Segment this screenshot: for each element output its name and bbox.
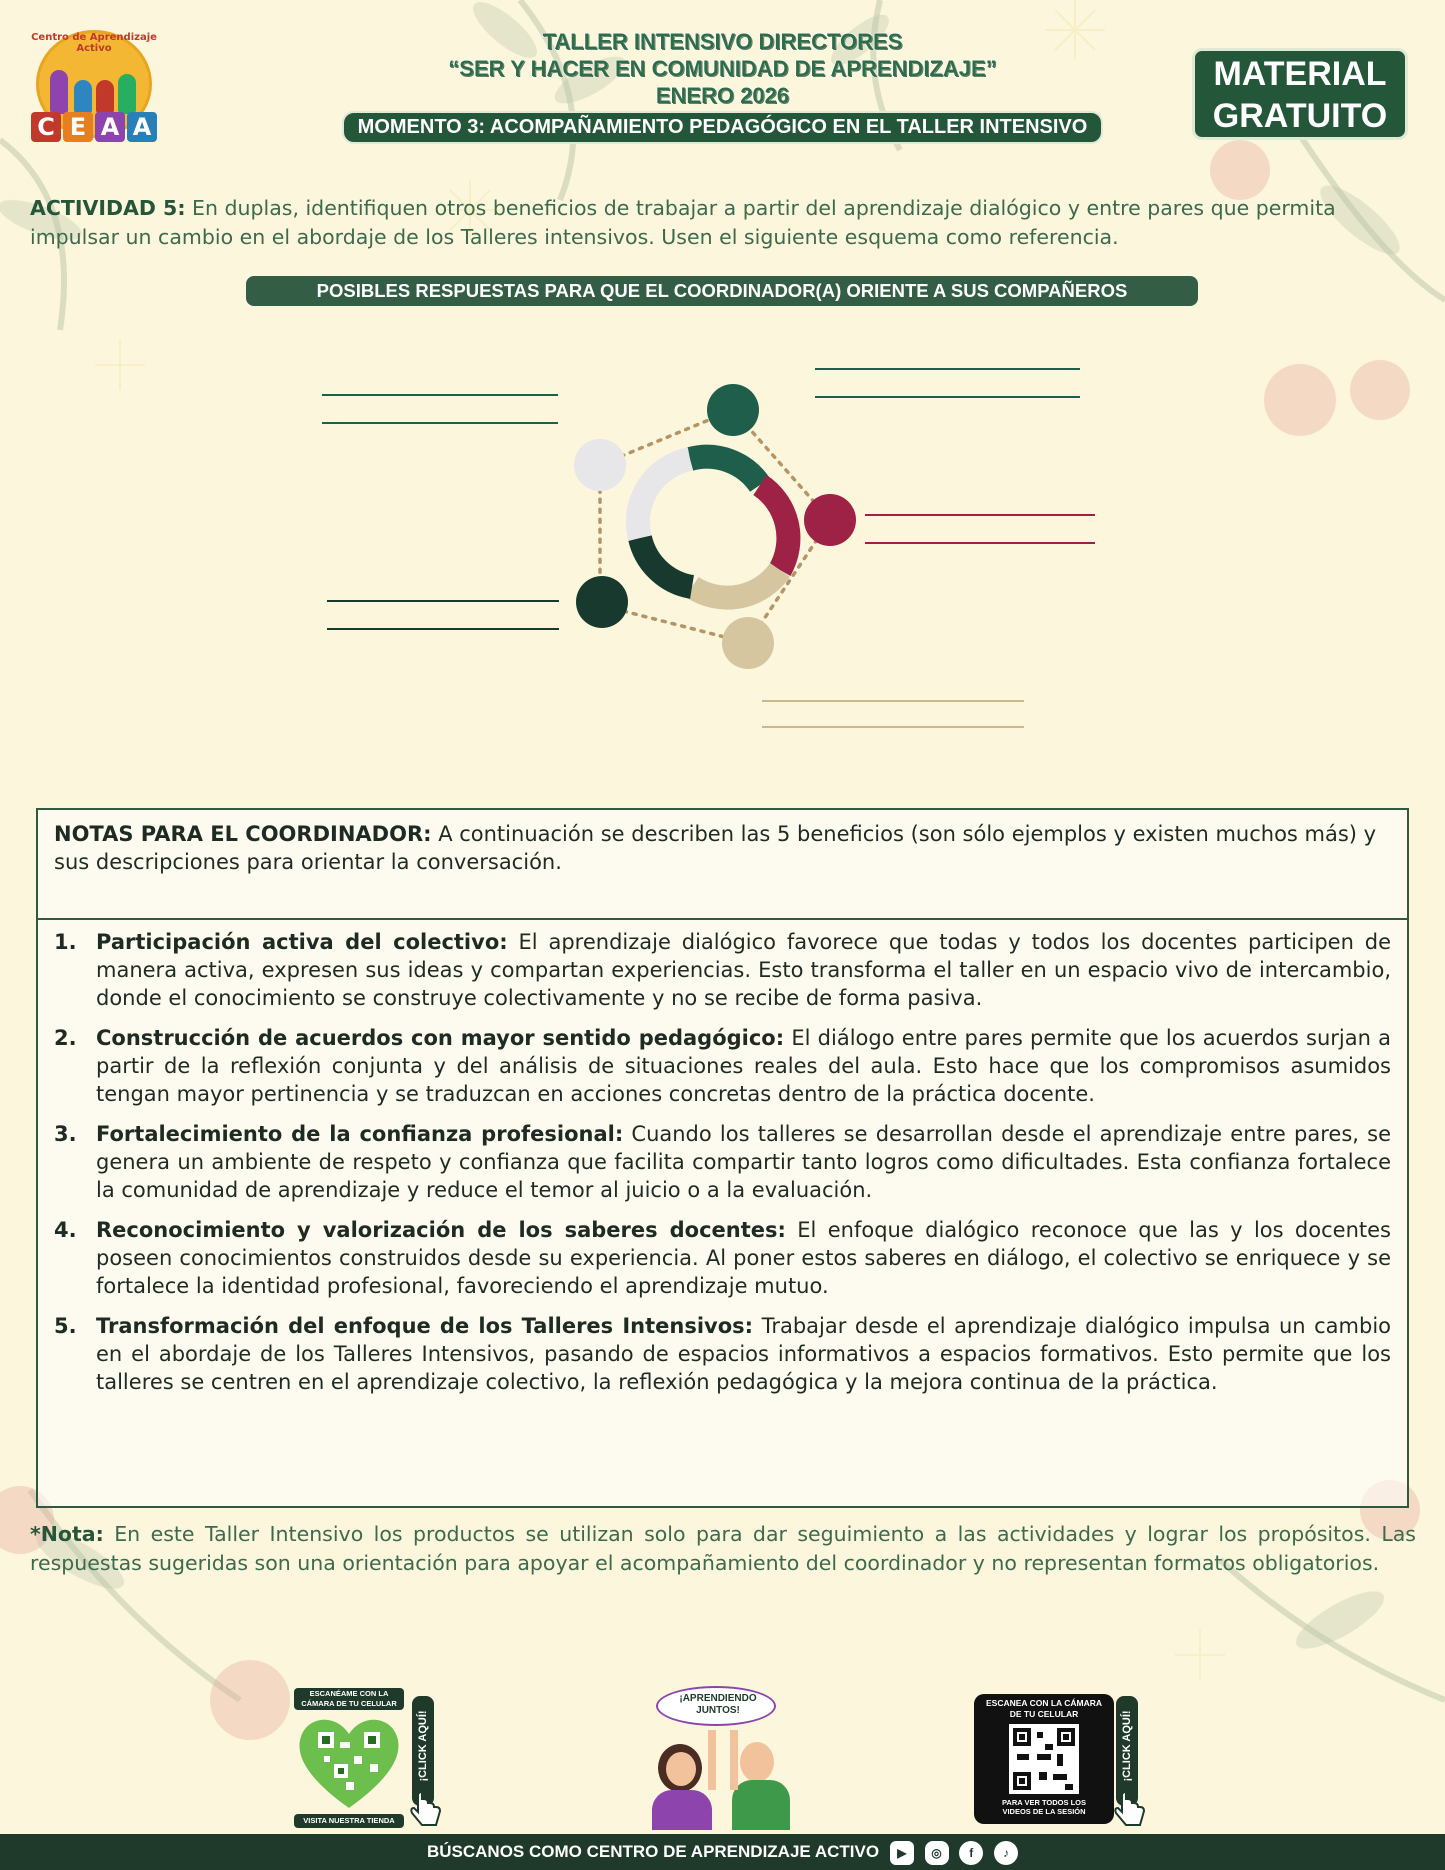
item-number: 3. [54, 1122, 77, 1146]
item-text: El enfoque dialógico reconoce que las y los docentes poseen conocimientos construidos desde su experiencia. Al poner estos saberes en diálogo, el colectivo se enriquece y se fortalece la identidad profesional, favoreciendo el aprendizaje mutuo. [96, 1218, 1391, 1298]
logo-ring-text: Centro de Aprendizaje Activo [31, 32, 157, 54]
answer-line-right-1 [865, 514, 1095, 516]
diagram-node-beige [722, 617, 774, 669]
answer-line-top-left-1 [322, 394, 558, 396]
moment-pill: MOMENTO 3: ACOMPAÑAMIENTO PEDAGÓGICO EN EL TALLER INTENSIVO [342, 111, 1104, 144]
videos-qr-caption-top: ESCANEA CON LA CÁMARA DE TU CELULAR [985, 1698, 1102, 1719]
answer-line-left-1 [327, 600, 559, 602]
item-title: Participación activa del colectivo: [96, 930, 508, 954]
teacher-woman-face [666, 1752, 696, 1786]
answer-line-bottom-2 [762, 726, 1024, 728]
ring-segment-green [690, 457, 760, 485]
list-item [54, 1312, 1391, 1396]
instagram-icon[interactable]: ◎ [925, 1841, 949, 1865]
ring-segment-beige [692, 570, 780, 598]
logo-figure-child-3 [118, 74, 136, 114]
badge-line-1: MATERIAL [1213, 55, 1387, 93]
list-item [54, 1216, 1391, 1300]
answer-line-bottom-1 [762, 700, 1024, 702]
footnote-label: *Nota: [30, 1522, 104, 1546]
item-number: 4. [54, 1218, 77, 1242]
logo-figure-child-1 [74, 80, 92, 114]
characters-illustration [640, 1680, 820, 1830]
item-number: 1. [54, 930, 77, 954]
answer-line-right-2 [865, 542, 1095, 544]
logo-letters [28, 112, 160, 142]
store-pointer-hand-icon [404, 1790, 444, 1830]
videos-qr-caption-bottom: PARA VER TODOS LOS VIDEOS DE LA SESIÓN [1001, 1798, 1087, 1816]
logo-figure-child-2 [96, 80, 114, 114]
page-title-block [300, 28, 1145, 144]
diagram-node-red [804, 494, 856, 546]
videos-click-label: ¡CLICK AQUÍ! [1121, 1710, 1133, 1782]
footer-bar-text: BÚSCANOS COMO CENTRO DE APRENDIZAJE ACTIVO [426, 1842, 880, 1861]
badge-line-2: GRATUITO [1212, 97, 1388, 135]
tiktok-icon[interactable]: ♪ [994, 1841, 1018, 1865]
item-title: Reconocimiento y valorización de los saberes docentes: [96, 1218, 786, 1242]
item-title: Fortalecimiento de la confianza profesional: [96, 1122, 624, 1146]
title-line-2: “SER Y HACER EN COMUNIDAD DE APRENDIZAJE” [448, 56, 997, 81]
diagram-node-green [707, 384, 759, 436]
ring-segment-red [760, 485, 788, 570]
logo-letter-c: C [31, 112, 61, 142]
title-line-1: TALLER INTENSIVO DIRECTORES [542, 29, 903, 54]
diagram-node-gray [574, 439, 626, 491]
item-number: 2. [54, 1026, 77, 1050]
teacher-woman-body [652, 1790, 712, 1830]
store-click-label: ¡CLICK AQUÍ! [417, 1710, 429, 1782]
teacher-man-face [740, 1742, 774, 1782]
benefits-diagram [300, 340, 1160, 740]
free-material-badge [1192, 48, 1408, 140]
notes-header [38, 810, 1407, 920]
answer-line-left-2 [327, 628, 559, 630]
activity-text: En duplas, identifiquen otros beneficios de trabajar a partir del aprendizaje dialógico y entre pares que permita impulsar un cambio en el abordaje de los Talleres intensivos. Usen el siguiente esquema como referencia. [30, 196, 1336, 249]
item-text: Trabajar desde el aprendizaje dialógico impulsa un cambio en el abordaje de los Talleres Intensivos, pasando de espacios informativos a espacios formativos. Esto permite que los talleres se centren en el aprendizaje colectivo, la reflexión pedagógica y la mejora continua de la práctica. [96, 1314, 1392, 1394]
answers-heading: POSIBLES RESPUESTAS PARA QUE EL COORDINADOR(A) ORIENTE A SUS COMPAÑEROS [246, 276, 1198, 306]
store-qr-caption-top: ESCANÉAME CON LA CÁMARA DE TU CELULAR [294, 1688, 404, 1710]
ring-segment-dark [640, 538, 692, 587]
high-five-arms [708, 1730, 738, 1790]
ceaa-logo [24, 24, 164, 144]
youtube-icon[interactable]: ▶ [890, 1841, 914, 1865]
logo-letter-e: E [63, 112, 93, 142]
answer-line-top-right-1 [815, 368, 1080, 370]
footnote [30, 1520, 1416, 1578]
coordinator-notes-box [36, 808, 1409, 1508]
list-item [54, 1120, 1391, 1204]
ring-segment-gray [638, 459, 690, 538]
item-text: Cuando los talleres se desarrollan desde el aprendizaje entre pares, se genera un ambiente de respeto y confianza que facilita compartir tanto logros como dificultades. Esta confianza fortalece la comunidad de aprendizaje y reduce el temor al juicio o a la evaluación. [96, 1122, 1391, 1202]
store-qr-card[interactable] [290, 1686, 410, 1830]
logo-letter-a1: A [95, 112, 125, 142]
footer-bar [0, 1834, 1445, 1870]
speech-bubble [656, 1686, 776, 1726]
store-qr-caption-bottom: VISITA NUESTRA TIENDA [294, 1814, 404, 1828]
heart-qr-icon [294, 1712, 404, 1812]
item-number: 5. [54, 1314, 77, 1338]
activity-label: ACTIVIDAD 5: [30, 196, 186, 220]
videos-qr-card[interactable] [974, 1694, 1114, 1824]
videos-qr-code-icon [1009, 1724, 1079, 1794]
videos-pointer-hand-icon [1108, 1790, 1148, 1830]
facebook-icon[interactable]: f [959, 1841, 983, 1865]
benefits-list [38, 920, 1407, 1396]
item-text: El aprendizaje dialógico favorece que todas y todos los docentes participen de manera activa, expresen sus ideas y compartan experiencias. Esto transforma el taller en un espacio vivo de intercambio, donde el conocimiento se construye colectivamente y no se recibe de forma pasiva. [96, 930, 1391, 1010]
teacher-man-body [732, 1780, 790, 1830]
speech-bubble-text: ¡APRENDIENDO JUNTOS! [679, 1693, 757, 1716]
list-item [54, 1024, 1391, 1108]
item-text: El diálogo entre pares permite que los acuerdos surjan a partir de la reflexión conjunta y del análisis de situaciones reales del aula. Esto hace que los compromisos asumidos tengan mayor pertinencia y se traduzcan en acciones concretas dentro de la práctica docente. [96, 1026, 1391, 1106]
item-title: Construcción de acuerdos con mayor sentido pedagógico: [96, 1026, 785, 1050]
logo-letter-a2: A [127, 112, 157, 142]
answer-line-top-left-2 [322, 422, 558, 424]
activity-instructions [30, 194, 1416, 252]
footnote-text: En este Taller Intensivo los productos se utilizan solo para dar seguimiento a las actividades y lograr los propósitos. Las respuestas sugeridas son una orientación para apoyar el acompañamiento del coordinador y no representan formatos obligatorios. [30, 1522, 1416, 1575]
answer-line-top-right-2 [815, 396, 1080, 398]
title-line-3: ENERO 2026 [655, 83, 790, 108]
logo-figure-teacher [50, 70, 68, 114]
notes-label: NOTAS PARA EL COORDINADOR: [54, 822, 432, 846]
notes-intro: A continuación se describen las 5 beneficios (son sólo ejemplos y existen muchos más) y sus descripciones para orientar la conversación. [54, 822, 1377, 874]
item-title: Transformación del enfoque de los Talleres Intensivos: [96, 1314, 754, 1338]
diagram-node-dark [576, 576, 628, 628]
list-item [54, 928, 1391, 1012]
